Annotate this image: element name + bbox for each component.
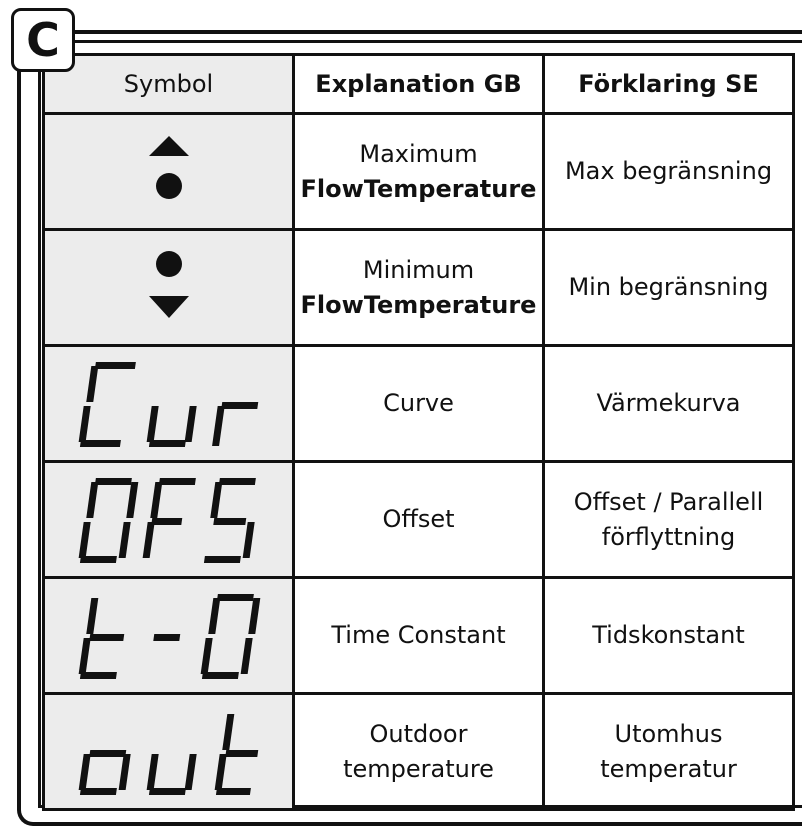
se-cell (544, 114, 794, 230)
symbol-cell (44, 462, 294, 578)
se-text: Tidskonstant (592, 621, 745, 649)
se-cell (544, 578, 794, 694)
seven-segment-cur-icon (69, 354, 269, 454)
table-row (44, 346, 794, 462)
header-symbol: Symbol (44, 55, 294, 114)
gb-text-2: FlowTemperature (300, 174, 537, 203)
gb-cell (294, 694, 544, 810)
se-text: Min begränsning (568, 273, 769, 301)
symbol-cell (44, 114, 294, 230)
symbol-cell (44, 230, 294, 346)
se-text: Offset / Parallell (573, 487, 764, 516)
se-cell (544, 230, 794, 346)
gb-text: Offset (382, 505, 455, 533)
se-text: Max begränsning (564, 157, 773, 185)
symbol-cell (44, 346, 294, 462)
header-gb-text: Explanation (315, 70, 484, 98)
triangle-up-over-dot-icon (139, 132, 199, 212)
header-gb-lang: GB (483, 70, 522, 98)
se-cell (544, 462, 794, 578)
header-se-text: Förklaring (578, 70, 726, 98)
gb-text: Time Constant (331, 621, 506, 649)
gb-text: Maximum (359, 139, 478, 168)
table-row (44, 114, 794, 230)
gb-text: Curve (383, 389, 454, 417)
header-forklaring-se (544, 55, 794, 114)
gb-cell (294, 462, 544, 578)
gb-text-2: temperature (343, 754, 494, 783)
table-row (44, 462, 794, 578)
gb-cell (294, 230, 544, 346)
se-text-2: temperatur (600, 754, 737, 783)
table-row (44, 230, 794, 346)
table-row (44, 578, 794, 694)
se-cell (544, 346, 794, 462)
gb-text: Minimum (362, 255, 475, 284)
gb-cell (294, 114, 544, 230)
symbol-cell (44, 694, 294, 810)
se-text: Utomhus (614, 719, 723, 748)
se-text: Värmekurva (596, 389, 741, 417)
symbol-cell (44, 578, 294, 694)
seven-segment-ofs-icon (69, 470, 269, 570)
seven-segment-out-icon (69, 702, 269, 802)
gb-cell (294, 346, 544, 462)
gb-text-2: FlowTemperature (300, 290, 537, 319)
gb-cell (294, 578, 544, 694)
dot-over-triangle-down-icon (139, 248, 199, 328)
se-cell (544, 694, 794, 810)
gb-text: Outdoor (369, 719, 468, 748)
se-text-2: förflyttning (601, 522, 736, 551)
section-label: C (11, 8, 75, 72)
seven-segment-t0-icon (69, 586, 269, 686)
table-header-row (44, 55, 794, 114)
symbol-table (42, 53, 795, 811)
table-row (44, 694, 794, 810)
header-explanation-gb (294, 55, 544, 114)
header-se-lang: SE (725, 70, 759, 98)
